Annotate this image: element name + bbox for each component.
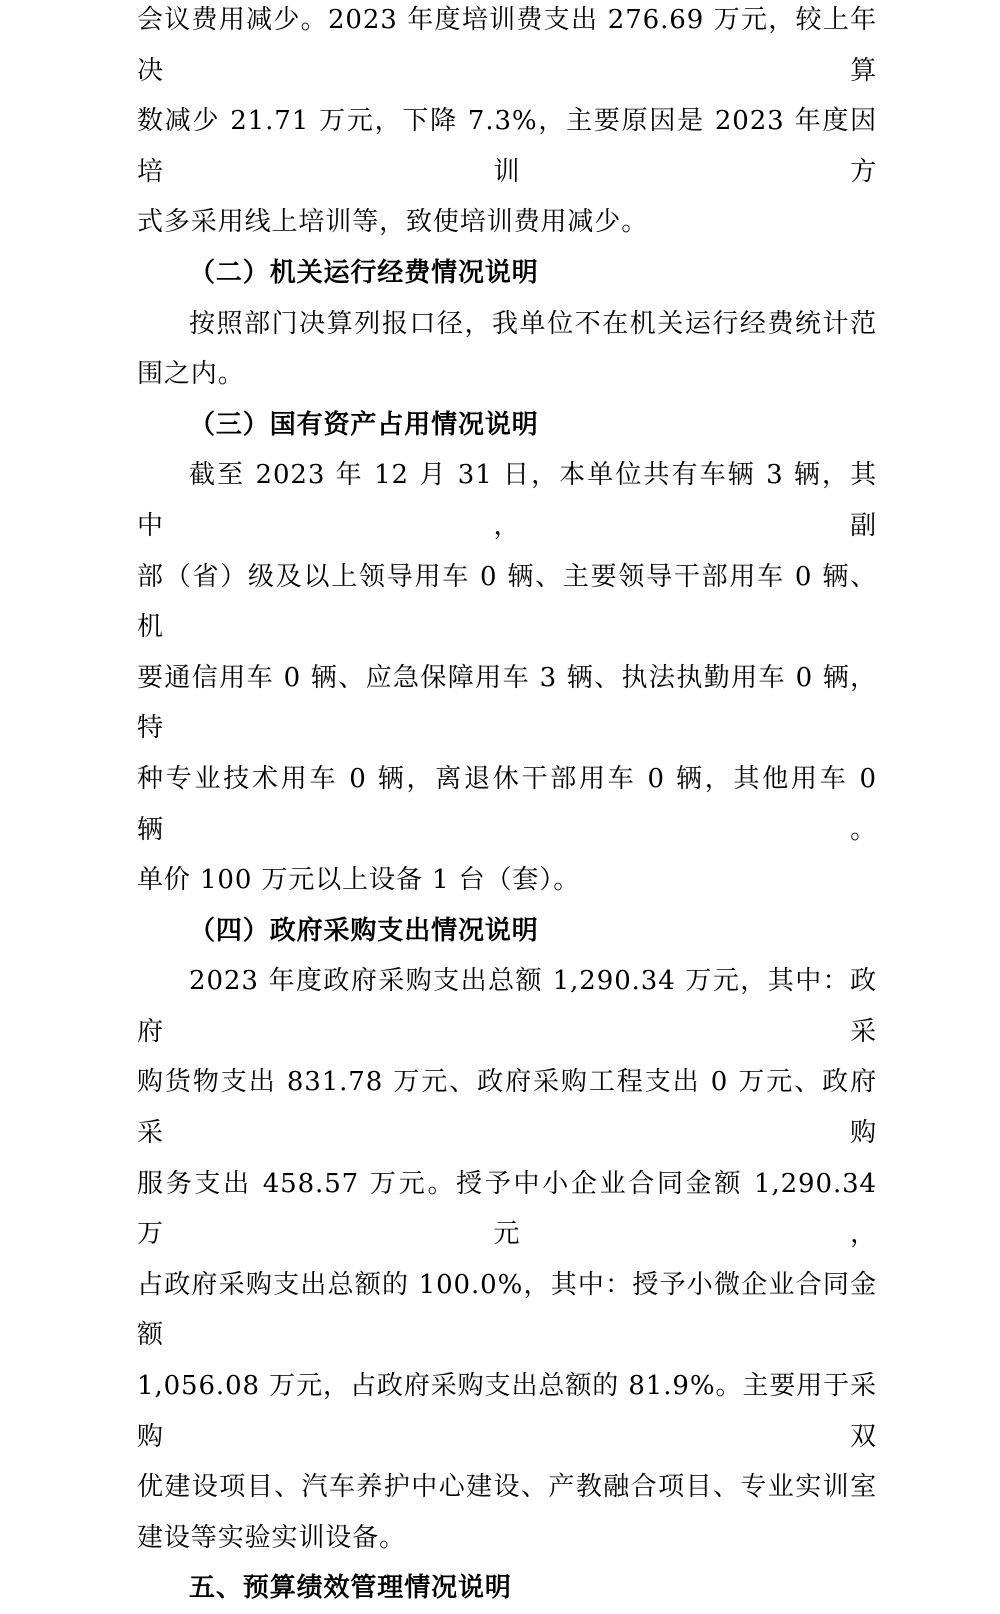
- paragraph-line: 按照部门决算列报口径，我单位不在机关运行经费统计范: [189, 308, 877, 339]
- paragraph-line: 建设等实验实训设备。: [137, 1522, 407, 1553]
- paragraph-line: 占政府采购支出总额的 100.0%，其中：授予小微企业合同金额: [137, 1269, 877, 1351]
- state-assets-paragraph: [137, 450, 877, 905]
- section-heading-3: （三）国有资产占用情况说明: [189, 409, 539, 440]
- paragraph-line: 2023 年度政府采购支出总额 1,290.34 万元，其中：政府采: [137, 966, 877, 1047]
- paragraph-line: 单价 100 万元以上设备 1 台（套）。: [137, 865, 581, 896]
- paragraph-line: 数减少 21.71 万元，下降 7.3%，主要原因是 2023 年度因培训方: [137, 106, 877, 187]
- paragraph-line: 种专业技术用车 0 辆，离退休干部用车 0 辆，其他用车 0 辆。: [137, 763, 877, 845]
- operating-expense-paragraph: [137, 299, 877, 400]
- section-heading-5: 五、预算绩效管理情况说明: [189, 1573, 512, 1604]
- paragraph-line: 围之内。: [137, 359, 245, 390]
- paragraph-line: 服务支出 458.57 万元。授予中小企业合同金额 1,290.34 万元，: [137, 1168, 877, 1250]
- paragraph-line: 截至 2023 年 12 月 31 日，本单位共有车辆 3 辆，其中，副: [137, 460, 877, 541]
- paragraph-line: 部（省）级及以上领导用车 0 辆、主要领导干部用车 0 辆、机: [137, 561, 877, 643]
- paragraph-line: 要通信用车 0 辆、应急保障用车 3 辆、执法执勤用车 0 辆，特: [137, 662, 877, 744]
- paragraph-line: 1,056.08 万元，占政府采购支出总额的 81.9%。主要用于采购双: [137, 1371, 877, 1452]
- paragraph-line: 式多采用线上培训等，致使培训费用减少。: [137, 207, 649, 238]
- section-heading-2: （二）机关运行经费情况说明: [189, 257, 539, 288]
- procurement-paragraph: [137, 956, 877, 1563]
- paragraph-line: 购货物支出 831.78 万元、政府采购工程支出 0 万元、政府采购: [137, 1067, 877, 1149]
- section-heading-4: （四）政府采购支出情况说明: [189, 915, 539, 946]
- training-expense-paragraph: [137, 0, 877, 248]
- paragraph-line: 优建设项目、汽车养护中心建设、产教融合项目、专业实训室: [137, 1472, 877, 1503]
- paragraph-line: 会议费用减少。2023 年度培训费支出 276.69 万元，较上年决算: [137, 5, 877, 86]
- document-page: [137, 0, 877, 1614]
